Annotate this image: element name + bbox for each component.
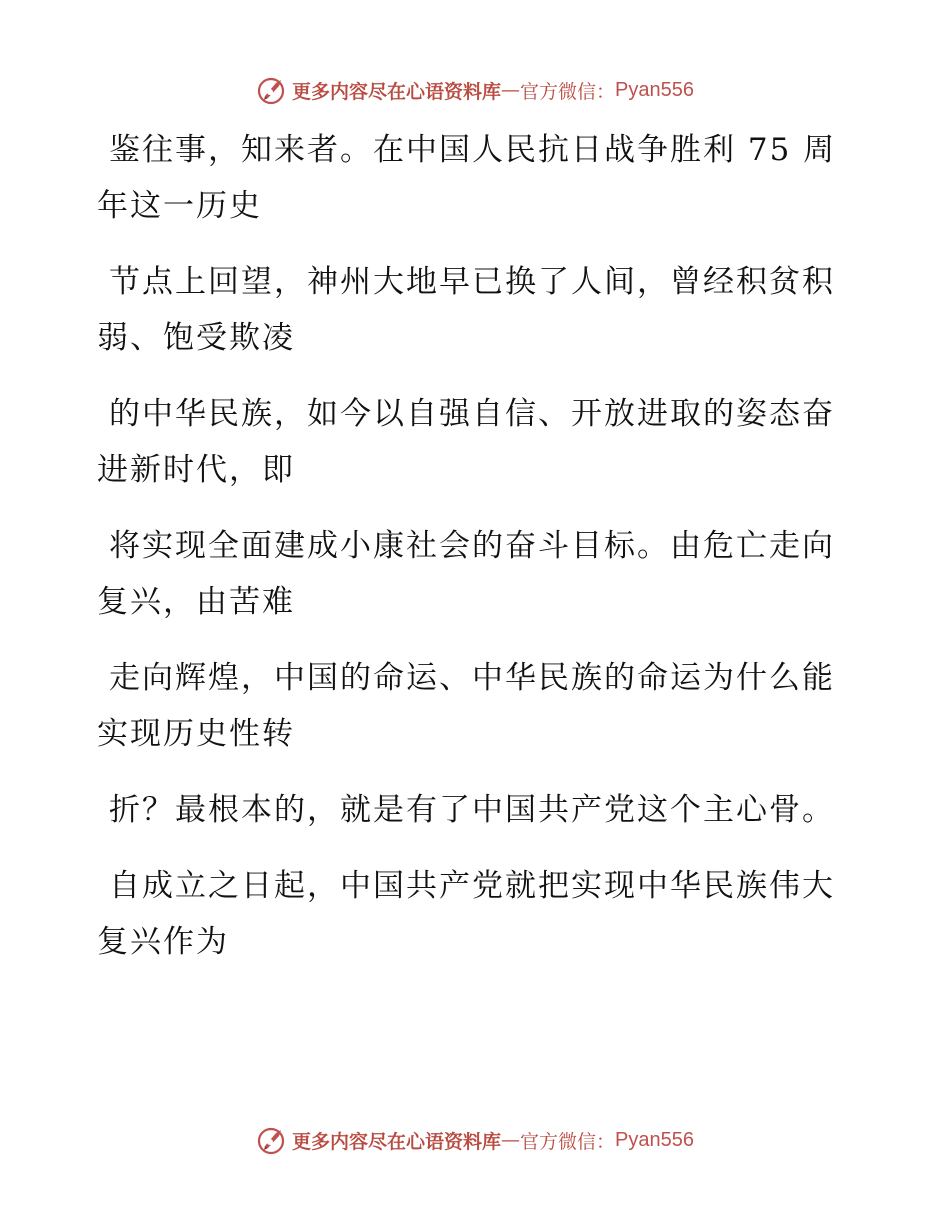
paragraph <box>97 122 837 234</box>
paragraph-text: 自成立之日起，中国共产党就把实现中华民族伟大复兴作为 <box>97 868 835 960</box>
banner-wechat-label: 官方微信： <box>520 1130 616 1153</box>
paragraph <box>97 858 837 970</box>
footer-banner <box>0 1120 950 1160</box>
paragraph <box>97 386 837 498</box>
paragraph-text: 折？最根本的，就是有了中国共产党这个主心骨。 <box>109 792 835 828</box>
document-body <box>97 122 837 990</box>
banner-separator: — <box>501 1129 521 1151</box>
paragraph-text: 的中华民族，如今以自强自信、开放进取的姿态奋进新时代，即 <box>97 396 835 488</box>
banner-wechat-id: Pyan556 <box>615 1128 694 1151</box>
paragraph <box>97 650 837 762</box>
pen-nib-circle-icon <box>256 1124 288 1156</box>
banner-brand-text: 更多内容尽在心语资料库 <box>292 1130 502 1153</box>
paragraph-text: 节点上回望，神州大地早已换了人间，曾经积贫积弱、饱受欺凌 <box>97 264 835 356</box>
pen-nib-circle-icon <box>256 74 288 106</box>
header-banner <box>0 70 950 110</box>
paragraph <box>97 518 837 630</box>
banner-wechat-id: Pyan556 <box>615 78 694 101</box>
paragraph <box>97 782 837 838</box>
banner-wechat-label: 官方微信： <box>520 80 616 103</box>
paragraph <box>97 254 837 366</box>
paragraph-text: 走向辉煌，中国的命运、中华民族的命运为什么能实现历史性转 <box>97 660 835 752</box>
paragraph-text: 鉴往事，知来者。在中国人民抗日战争胜利 75 周年这一历史 <box>97 132 837 224</box>
banner-brand-text: 更多内容尽在心语资料库 <box>292 80 502 103</box>
paragraph-text: 将实现全面建成小康社会的奋斗目标。由危亡走向复兴，由苦难 <box>97 528 835 620</box>
banner-separator: — <box>501 79 521 101</box>
